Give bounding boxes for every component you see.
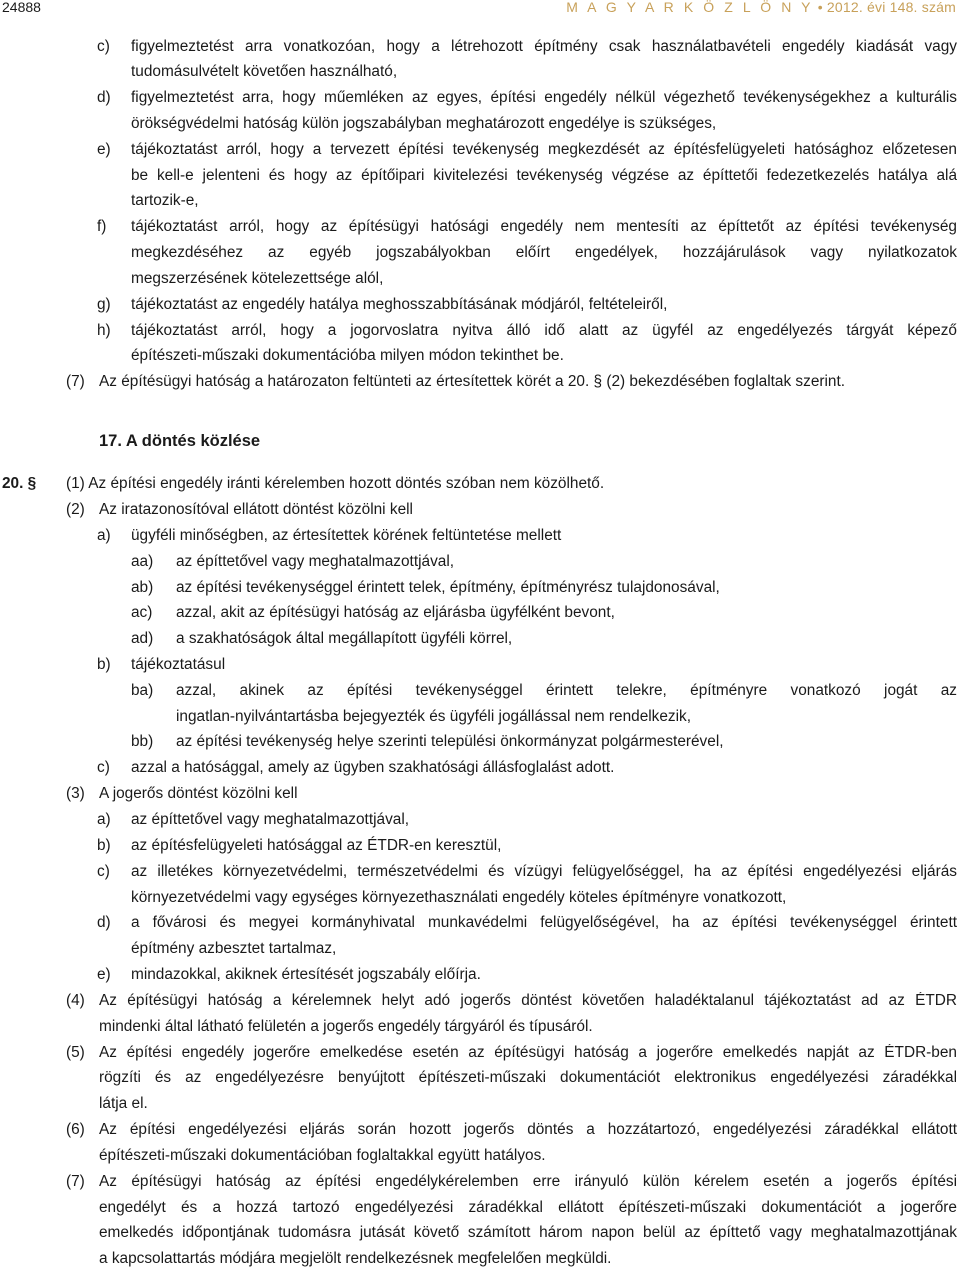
list-marker: ad) (131, 630, 154, 647)
text-line: építmény azbesztet tartalmaz, (131, 940, 337, 957)
list-marker: d) (97, 914, 111, 931)
text-line: tudomásulvételt követően használható, (131, 63, 398, 80)
text-line: látja el. (99, 1095, 148, 1112)
list-marker: b) (97, 656, 111, 673)
list-marker: g) (97, 296, 111, 313)
list-marker: ac) (131, 604, 153, 621)
text-line: ingatlan-nyilvántartásba bejegyezték és ügyféli jogállással nem rendelkezik, (176, 708, 692, 725)
text-line: az építési tevékenységgel érintett telek, építmény, építményrész tulajdonosával, (176, 579, 720, 596)
list-marker: ba) (131, 682, 154, 699)
text-line: be kell-e jelenteni és hogy az építőipari kivitelezési tevékenység végzése az építtetői fedezetkezelés hatálya alá (131, 167, 957, 184)
list-marker: c) (97, 38, 110, 55)
text-line: azzal a hatósággal, amely az ügyben szakhatósági állásfoglalást adott. (131, 759, 615, 776)
list-marker: (6) (66, 1121, 85, 1138)
list-marker: a) (97, 811, 111, 828)
list-marker: ab) (131, 579, 154, 596)
text-line: építészeti-műszaki dokumentációba milyen módon tekinthet be. (131, 347, 564, 364)
list-marker: c) (97, 759, 110, 776)
list-marker: 20. § (2, 475, 37, 492)
page-header (0, 0, 960, 20)
list-marker: (5) (66, 1044, 85, 1061)
text-line: Az építésügyi hatóság a határozaton feltünteti az értesítettek körét a 20. § (2) bekezdésében foglaltak szerint. (99, 373, 846, 390)
list-marker: aa) (131, 553, 154, 570)
text-line: tájékoztatást arról, hogy a tervezett építési tevékenység megkezdését az építésfelügyeleti hatósághoz előzetesen (131, 141, 957, 158)
text-line: tájékoztatást arról, hogy az építésügyi hatósági engedély nem mentesíti az építtetőt az építési tevékenység (131, 218, 957, 235)
text-line: (1) Az építési engedély iránti kérelemben hozott döntés szóban nem közölhető. (66, 475, 605, 492)
text-line: az építési tevékenység helye szerinti települési önkormányzat polgármesterével, (176, 733, 724, 750)
text-line: megszerzésének kötelezettsége alól, (131, 270, 384, 287)
text-line: Az építési engedélyezési eljárás során hozott jogerős döntés a hozzátartozó, engedélyezési záradékkal ellátott (99, 1121, 957, 1138)
text-line: azzal, akit az építésügyi hatóság az eljárásba ügyfélként bevont, (176, 604, 615, 621)
text-line: az építésfelügyeleti hatósággal az ÉTDR-en keresztül, (131, 837, 502, 854)
list-marker: bb) (131, 733, 154, 750)
text-line: tartozik-e, (131, 192, 199, 209)
text-line: az illetékes környezetvédelmi, természetvédelmi és vízügyi felügyelőséggel, ha az építési engedélyezési eljárás (131, 863, 957, 880)
text-line: figyelmeztetést arra vonatkozóan, hogy a létrehozott építmény csak használatbavételi engedély kiadását vagy (131, 38, 957, 55)
text-line: tájékoztatást arról, hogy a jogorvoslatra nyitva álló idő alatt az ügyfél az engedélyezés tárgyát képező (131, 322, 957, 339)
list-marker: d) (97, 89, 111, 106)
journal-name: M A G Y A R K Ö Z L Ö N Y (566, 0, 814, 15)
text-line: Az iratazonosítóval ellátott döntést közölni kell (99, 501, 413, 518)
text-line: rögzíti és az engedélyezésre benyújtott építészeti-műszaki dokumentációt elektronikus engedélyezési záradékkal (99, 1069, 957, 1086)
text-line: az építtetővel vagy meghatalmazottjával, (176, 553, 455, 570)
journal-header (566, 0, 956, 14)
text-line: mindenki által látható felületén a jogerős engedély tárgyáról és típusáról. (99, 1018, 593, 1035)
list-marker: (4) (66, 992, 85, 1009)
list-marker: e) (97, 141, 111, 158)
text-line: környezetvédelmi vagy egységes környezethasználati engedély köteles építményre vonatkozott, (131, 889, 787, 906)
list-marker: (2) (66, 501, 85, 518)
list-marker: (7) (66, 1173, 85, 1190)
list-marker: h) (97, 322, 111, 339)
text-line: a kapcsolattartás módjára megjelölt rendelkezésnek megfelelően megküldi. (99, 1250, 612, 1267)
text-line: Az építésügyi hatóság az építési engedélykérelemben erre irányuló külön kérelem esetén a jogerős építési (99, 1173, 957, 1190)
text-line: megkezdéséhez az egyéb jogszabályokban előírt engedélyek, hozzájárulások vagy nyilatkozatok (131, 244, 957, 261)
text-line: építészeti-műszaki dokumentációban foglaltakkal együtt hatályos. (99, 1147, 546, 1164)
text-line: a fővárosi és megyei kormányhivatal munkavédelmi felügyelőségével, ha az építési tevékenységgel érintett (131, 914, 957, 931)
list-marker: e) (97, 966, 111, 983)
text-line: mindazokkal, akiknek értesítését jogszabály előírja. (131, 966, 481, 983)
list-marker: b) (97, 837, 111, 854)
header-bullet: • (817, 0, 823, 15)
text-line: az építtetővel vagy meghatalmazottjával, (131, 811, 410, 828)
list-marker: c) (97, 863, 110, 880)
text-line: engedélyt és a hozzá tartozó engedélyezési záradékkal ellátott építészeti-műszaki dokumentációt a jogerőre (99, 1199, 957, 1216)
text-line: figyelmeztetést arra, hogy műemléken az egyes, építési engedély nélkül végezhető tevékenységekhez a kulturális (131, 89, 957, 106)
list-marker: (3) (66, 785, 85, 802)
text-line: tájékoztatást az engedély hatálya meghosszabbításának módjáról, feltételeiről, (131, 296, 668, 313)
text-line: Az építésügyi hatóság a kérelemnek helyt adó jogerős döntést követően haladéktalanul tájékoztatást ad az ÉTDR (99, 992, 957, 1009)
text-line: tájékoztatásul (131, 656, 226, 673)
section-title: 17. A döntés közlése (99, 432, 261, 450)
text-line: emelkedés időpontjának tudomásra jutását követő számított három napon belül az építtető vagy meghatalmazottjának (99, 1224, 957, 1241)
list-marker: f) (97, 218, 107, 235)
page-number: 24888 (2, 0, 41, 15)
text-line: A jogerős döntést közölni kell (99, 785, 298, 802)
issue-label: 2012. évi 148. szám (826, 0, 956, 15)
text-line: örökségvédelmi hatóság külön jogszabályban meghatározott engedélye is szükséges, (131, 115, 717, 132)
text-line: Az építési engedély jogerőre emelkedése esetén az építésügyi hatóság a jogerőre emelkedés napját az ÉTDR-ben (99, 1044, 957, 1061)
text-line: azzal, akinek az építési tevékenységgel érintett telekre, építményre vonatkozó jogát az (176, 682, 957, 699)
list-marker: (7) (66, 373, 85, 390)
text-line: ügyféli minőségben, az értesítettek körének feltüntetése mellett (131, 527, 562, 544)
list-marker: a) (97, 527, 111, 544)
text-line: a szakhatóságok által megállapított ügyféli körrel, (176, 630, 513, 647)
